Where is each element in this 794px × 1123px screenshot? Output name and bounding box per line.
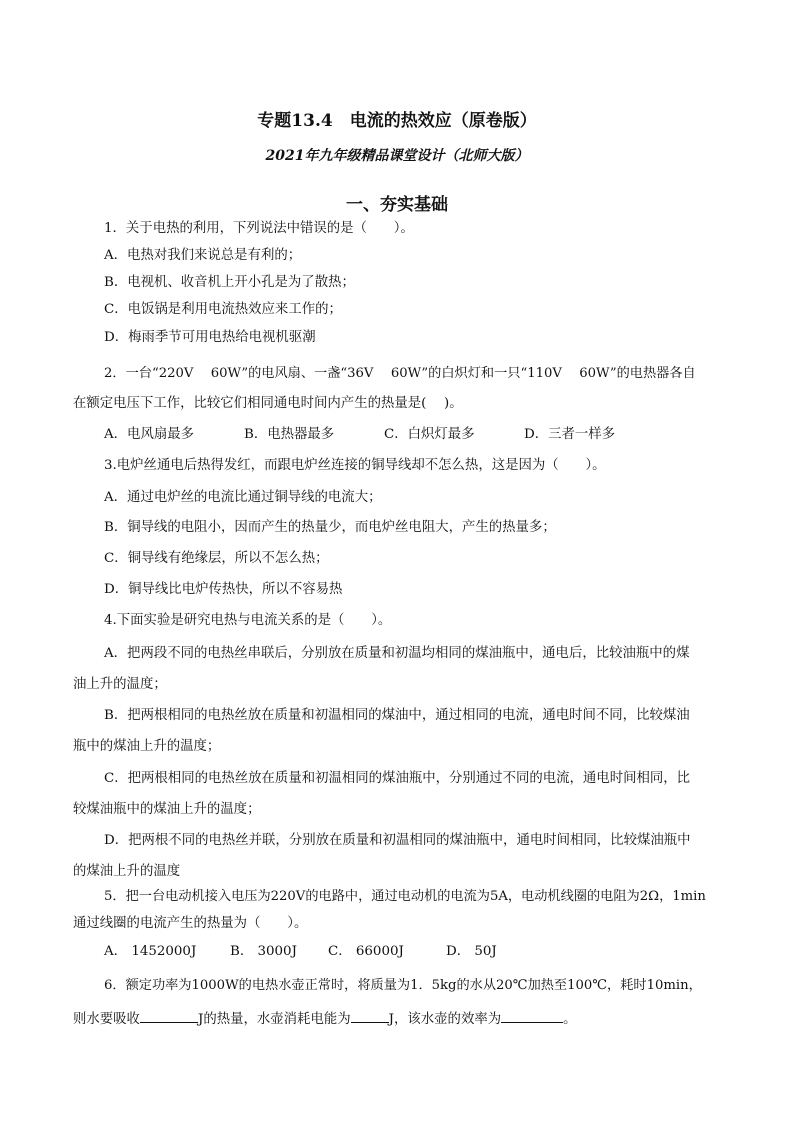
question-5-option-d: D． 50J [446, 944, 497, 959]
question-4-option-a-line-2: 油上升的温度； [73, 677, 167, 692]
question-2-option-d: D．三者一样多 [524, 427, 616, 442]
document-title: 专题13.4 电流的热效应（原卷版） [257, 111, 537, 131]
question-6-text-part-4: 。 [563, 1012, 577, 1027]
answer-blank-heat-absorbed[interactable] [140, 1008, 198, 1023]
question-6-text-part-2: J的热量，水壶消耗电能为 [197, 1012, 351, 1027]
question-1-option-d: D．梅雨季节可用电热给电视机驱潮 [104, 330, 316, 345]
question-3-option-d: D．铜导线比电炉传热快，所以不容易热 [104, 582, 343, 597]
question-6-line-1: 6．额定功率为1000W的电热水壶正常时，将质量为1．5kg的水从20℃加热至100℃，耗时10min， [104, 978, 702, 993]
answer-blank-efficiency[interactable] [501, 1008, 563, 1023]
question-4-stem: 4.下面实验是研究电热与电流关系的是（ ）。 [104, 613, 392, 628]
question-6-text-part-3: J，该水壶的效率为 [388, 1012, 502, 1027]
question-2-option-b: B．电热器最多 [244, 427, 335, 442]
section-heading: 一、夯实基础 [346, 195, 448, 215]
question-5-option-c: C． 66000J [328, 944, 404, 959]
question-4-option-d-line-1: D．把两根不同的电热丝并联，分别放在质量和初温相同的煤油瓶中，通电时间相同，比较煤油瓶中 [104, 833, 691, 848]
question-5-option-a: A． 1452000J [104, 944, 197, 959]
question-1-option-c: C．电饭锅是利用电流热效应来工作的； [104, 302, 342, 317]
question-5-stem-line-1: 5．把一台电动机接入电压为220V的电路中，通过电动机的电流为5A，电动机线圈的电阻为2Ω，1min [104, 889, 706, 904]
question-5-stem-line-2: 通过线圈的电流产生的热量为（ ）。 [73, 916, 308, 931]
question-6-line-2 [73, 1008, 577, 1030]
answer-blank-energy-consumed[interactable] [351, 1008, 389, 1023]
document-subtitle: 2021年九年级精品课堂设计（北师大版） [265, 148, 529, 164]
question-2-stem-line-2: 在额定电压下工作，比较它们相同通电时间内产生的热量是( )。 [73, 396, 463, 411]
question-1-option-b: B．电视机、收音机上开小孔是为了散热； [104, 275, 355, 290]
question-4-option-c-line-2: 较煤油瓶中的煤油上升的温度； [73, 802, 261, 817]
question-2-options [104, 425, 615, 445]
question-1-stem: 1．关于电热的利用，下列说法中错误的是（ ）。 [104, 221, 414, 236]
question-4-option-b-line-2: 瓶中的煤油上升的温度； [73, 739, 221, 754]
question-3-option-c: C．铜导线有绝缘层，所以不怎么热； [104, 551, 329, 566]
question-3-option-a: A．通过电炉丝的电流比通过铜导线的电流大； [104, 490, 382, 505]
question-2-option-a: A．电风扇最多 [104, 427, 195, 442]
question-6-text-part-1: 则水要吸收 [73, 1012, 140, 1027]
question-5-options [104, 942, 497, 962]
question-3-stem: 3.电炉丝通电后热得发红，而跟电炉丝连接的铜导线却不怎么热，这是因为（ ）。 [104, 458, 606, 473]
question-2-stem-line-1: 2．一台“220V 60W”的电风扇、一盏“36V 60W”的白炽灯和一只“110V 60W”的电热器各自 [104, 366, 696, 381]
question-2-option-c: C．白炽灯最多 [384, 427, 475, 442]
question-4-option-b-line-1: B．把两根相同的电热丝放在质量和初温相同的煤油中，通过相同的电流，通电时间不同，比较煤油 [104, 708, 690, 723]
question-5-option-b: B． 3000J [230, 944, 297, 959]
question-4-option-a-line-1: A．把两段不同的电热丝串联后，分别放在质量和初温均相同的煤油瓶中，通电后，比较油瓶中的煤 [104, 646, 690, 661]
question-4-option-c-line-1: C．把两根相同的电热丝放在质量和初温相同的煤油瓶中，分别通过不同的电流，通电时间相同，比 [104, 771, 691, 786]
question-1-option-a: A．电热对我们来说总是有利的； [104, 248, 302, 263]
question-4-option-d-line-2: 的煤油上升的温度 [73, 864, 181, 879]
question-3-option-b: B．铜导线的电阻小，因而产生的热量少，而电炉丝电阻大，产生的热量多； [104, 520, 556, 535]
